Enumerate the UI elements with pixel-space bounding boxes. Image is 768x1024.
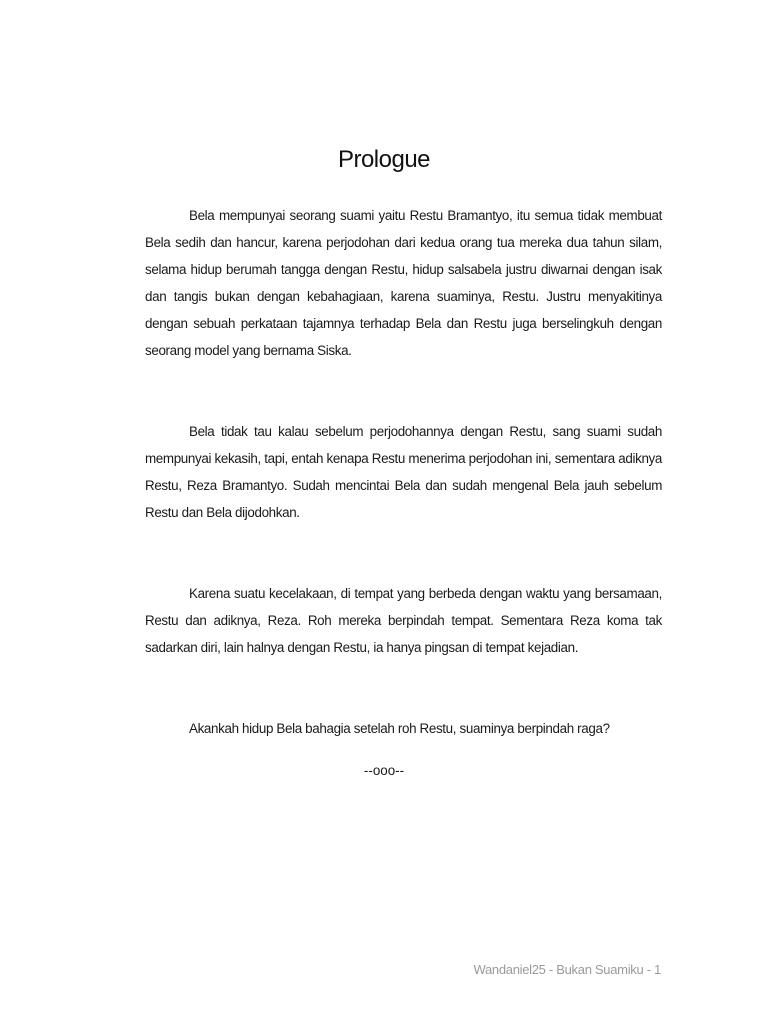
section-separator: --ooo-- (363, 763, 405, 778)
paragraph-3: Karena suatu kecelakaan, di tempat yang berbeda dengan waktu yang bersamaan, Restu dan adiknya, Reza. Roh mereka berpindah tempat. Sementara Reza koma tak sadarkan diri, lain halnya dengan Restu, ia hanya pingsan di tempat kejadian. (145, 586, 662, 655)
paragraph-2: Bela tidak tau kalau sebelum perjodohannya dengan Restu, sang suami sudah mempunyai kekasih, tapi, entah kenapa Restu menerima perjodohan ini, sementara adiknya Restu, Reza Bramantyo. Sudah mencintai Bela dan sudah mengenal Bela jauh sebelum Restu dan Bela dijodohkan. (145, 424, 662, 520)
paragraph-1: Bela mempunyai seorang suami yaitu Restu Bramantyo, itu semua tidak membuat Bela sedih dan hancur, karena perjodohan dari kedua orang tua mereka dua tahun silam, selama hidup berumah tangga dengan Restu, hidup salsabela justru diwarnai dengan isak dan tangis bukan dengan kebahagiaan, karena suaminya, Restu. Justru menyakitinya dengan sebuah perkataan tajamnya terhadap Bela dan Restu juga berselingkuh dengan seorang model yang bernama Siska. (145, 208, 662, 358)
paragraph-4: Akankah hidup Bela bahagia setelah roh Restu, suaminya berpindah raga? (189, 721, 610, 736)
page-footer: Wandaniel25 - Bukan Suamiku - 1 (473, 962, 661, 977)
page-title: Prologue (337, 146, 431, 173)
